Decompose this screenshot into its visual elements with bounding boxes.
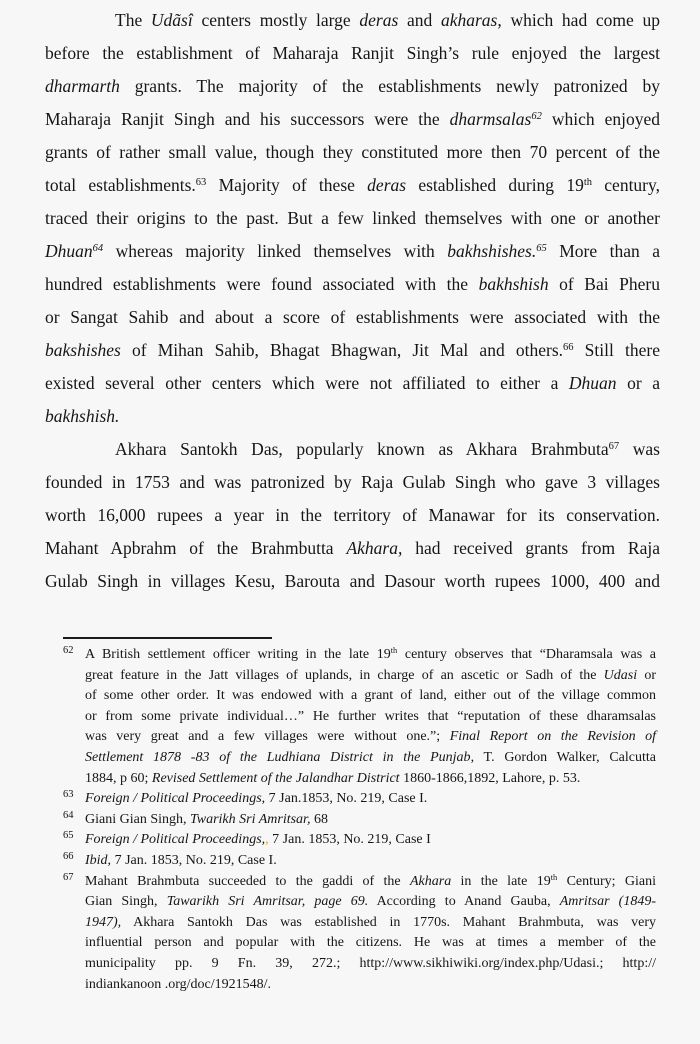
text-segment: According to Anand Gauba, — [368, 894, 560, 910]
text-segment: , — [265, 832, 269, 848]
superscript-ref: 62 — [531, 111, 542, 123]
text-segment: had received grants from Raja — [402, 538, 660, 558]
text-segment: Dhuan — [45, 241, 93, 261]
text-line — [45, 37, 660, 70]
text-line — [45, 466, 660, 499]
text-segment: bakhshish — [478, 274, 549, 294]
text-segment: Final Report on the Revision of — [449, 729, 656, 745]
footnote — [63, 789, 656, 810]
text-segment: of Bai Pheru — [548, 274, 660, 294]
text-segment: was — [619, 439, 660, 459]
text-segment: centers mostly large — [192, 10, 360, 30]
footnote — [63, 872, 656, 996]
paragraph — [45, 433, 660, 598]
footnote-marker: 63 — [63, 789, 74, 801]
text-segment: bakshishes — [45, 340, 121, 360]
text-segment: total establishments. — [45, 175, 196, 195]
text-segment: Tawarikh Sri Amritsar, page 69. — [166, 894, 369, 910]
text-segment: Udasi — [603, 667, 638, 683]
text-segment: More than a — [546, 241, 660, 261]
text-segment: or a — [616, 373, 660, 393]
text-segment: Foreign / Political Proceedings — [85, 791, 262, 807]
text-segment: Dhuan — [568, 373, 617, 393]
text-segment: akharas, — [440, 10, 502, 30]
text-line — [85, 913, 656, 934]
text-segment: Twarikh Sri Amritsar, — [190, 811, 311, 827]
text-segment: bakhshish. — [45, 406, 120, 426]
footnote-marker: 67 — [63, 871, 74, 883]
text-segment: Akhara, — [346, 538, 403, 558]
text-segment: or — [637, 667, 656, 683]
text-line — [85, 769, 656, 790]
text-segment: Udãsî — [150, 10, 193, 30]
footnote-marker: 65 — [63, 830, 74, 842]
text-segment: dharmsalas — [449, 109, 532, 129]
text-segment: in the late 19 — [451, 873, 551, 889]
text-segment: century, — [592, 175, 661, 195]
text-line — [45, 4, 660, 37]
text-segment: great feature in the Jatt villages of uplands, in charge of an ascetic or Sadh of the — [85, 667, 604, 683]
footnote-separator — [63, 637, 272, 639]
superscript-ref: 67 — [608, 441, 620, 453]
text-segment: 1947), — [85, 914, 122, 930]
text-segment: Giani Gian Singh, — [85, 811, 190, 827]
superscript-ref: 64 — [92, 243, 104, 255]
text-segment: dharmarth — [45, 76, 120, 96]
text-line — [45, 301, 660, 334]
footnote — [63, 851, 656, 872]
text-segment: 1860-1866,1892, Lahore, p. 53. — [399, 770, 581, 786]
text-segment: Mahant Apbrahm of the Brahmbutta — [45, 538, 347, 558]
superscript-ref: th — [390, 646, 398, 656]
text-line — [45, 70, 660, 103]
text-segment: Akhara — [409, 873, 452, 889]
text-segment: Majority of these — [206, 175, 368, 195]
footnote — [63, 830, 656, 851]
superscript-ref: 66 — [563, 342, 574, 354]
text-segment: worth 16,000 rupees a year in the territory of Manawar for its conservation. — [45, 505, 660, 525]
text-segment: of some other order. It was endowed with a grant of land, either out of the village common — [85, 688, 656, 704]
text-line — [85, 933, 656, 954]
text-segment: grants. The majority of the establishments newly patronized by — [119, 76, 660, 96]
text-segment: 68 — [310, 811, 328, 827]
text-line — [85, 851, 656, 872]
body-text — [45, 4, 660, 598]
paragraph — [45, 4, 660, 433]
text-line — [45, 235, 660, 268]
footnote — [63, 810, 656, 831]
text-segment: indiankanoon .org/doc/1921548/. — [85, 976, 271, 992]
text-segment: Amritsar (1849- — [559, 894, 656, 910]
text-line — [45, 367, 660, 400]
text-segment: Gulab Singh in villages Kesu, Barouta and Dasour worth rupees 1000, 400 and — [45, 571, 660, 591]
text-segment: which enjoyed — [541, 109, 660, 129]
text-segment: , T. Gordon Walker, Calcutta — [470, 749, 656, 765]
text-segment: hundred establishments were found associated with the — [45, 274, 479, 294]
text-segment: Still there — [573, 340, 661, 360]
superscript-ref: 65 — [536, 243, 547, 255]
superscript-ref: th — [583, 177, 593, 189]
text-line — [85, 645, 656, 666]
text-segment: Settlement 1878 -83 of the Ludhiana District in the Punjab — [85, 749, 471, 765]
footnote-marker: 66 — [63, 850, 74, 862]
text-segment: was very great and a few villages were without one.”; — [85, 729, 450, 745]
text-line — [85, 666, 656, 687]
text-segment: founded in 1753 and was patronized by Raja Gulab Singh who gave 3 villages — [45, 472, 660, 492]
text-line — [85, 727, 656, 748]
text-segment: whereas majority linked themselves with — [103, 241, 448, 261]
footnote — [63, 645, 656, 789]
text-segment: Akhara Santokh Das was established in 1770s. Mahant Brahmbuta, was very — [121, 914, 656, 930]
text-segment: traced their origins to the past. But a few linked themselves with one or another — [45, 208, 660, 228]
text-segment: municipality pp. 9 Fn. 39, 272.; http://www.sikhiwiki.org/index.php/Udasi.; http:// — [85, 955, 656, 971]
text-line — [45, 169, 660, 202]
text-line — [85, 872, 656, 893]
text-line — [45, 400, 660, 433]
text-line — [85, 686, 656, 707]
footnote-marker: 62 — [63, 645, 74, 656]
text-segment: Century; Giani — [557, 873, 656, 889]
footnotes-section — [63, 645, 656, 995]
text-line — [45, 136, 660, 169]
text-segment: and — [398, 10, 441, 30]
text-line — [45, 433, 660, 466]
text-segment: Mahant Brahmbuta succeeded to the gaddi of the — [85, 873, 410, 889]
text-segment: established during 19 — [406, 175, 584, 195]
superscript-ref: th — [550, 872, 558, 882]
text-segment: Akhara Santokh Das, popularly known as Akhara Brahmbuta — [115, 439, 609, 459]
text-segment: influential person and popular with the citizens. He was at times a member of the — [85, 935, 656, 951]
text-segment: Ibid, — [85, 852, 112, 868]
text-segment: bakhshishes. — [447, 241, 537, 261]
text-line — [45, 565, 660, 598]
text-segment: deras — [359, 10, 399, 30]
text-segment: or Sangat Sahib and about a score of establishments were associated with the — [45, 307, 660, 327]
text-segment: or from some private individual…” He further writes that “reputation of these dharamsalas — [85, 708, 656, 724]
text-segment: existed several other centers which were not affiliated to either a — [45, 373, 569, 393]
text-segment: grants of rather small value, though they constituted more then 70 percent of the — [45, 142, 660, 162]
text-segment: before the establishment of Maharaja Ranjit Singh’s rule enjoyed the largest — [45, 43, 660, 63]
text-line — [45, 268, 660, 301]
text-segment: A British settlement officer writing in the late 19 — [85, 647, 391, 662]
text-line — [85, 707, 656, 728]
text-segment: 1884, p 60; — [85, 770, 152, 786]
text-segment: Foreign / Political Proceedings, — [85, 832, 266, 848]
text-segment: Gian Singh, — [85, 894, 167, 910]
text-line — [85, 975, 656, 996]
text-line — [85, 892, 656, 913]
text-segment: Maharaja Ranjit Singh and his successors were the — [45, 109, 450, 129]
text-line — [45, 103, 660, 136]
text-line — [85, 748, 656, 769]
text-segment: which had come up — [501, 10, 660, 30]
text-segment: Revised Settlement of the Jalandhar District — [151, 770, 400, 786]
text-segment: century observes that “Dharamsala was a — [397, 647, 657, 662]
text-line — [45, 202, 660, 235]
text-line — [85, 789, 656, 810]
text-segment: , 7 Jan.1853, No. 219, Case I. — [261, 791, 428, 807]
footnote-marker: 64 — [63, 809, 74, 821]
text-segment: 7 Jan. 1853, No. 219, Case I. — [111, 852, 277, 868]
text-line — [45, 499, 660, 532]
text-segment: of Mihan Sahib, Bhagat Bhagwan, Jit Mal and others. — [120, 340, 564, 360]
text-segment: The — [115, 10, 151, 30]
text-line — [85, 830, 656, 851]
text-line — [85, 810, 656, 831]
text-line — [45, 532, 660, 565]
superscript-ref: 63 — [195, 177, 207, 189]
text-line — [45, 334, 660, 367]
text-segment: deras — [367, 175, 407, 195]
text-line — [85, 954, 656, 975]
text-segment: 7 Jan. 1853, No. 219, Case I — [268, 832, 431, 848]
